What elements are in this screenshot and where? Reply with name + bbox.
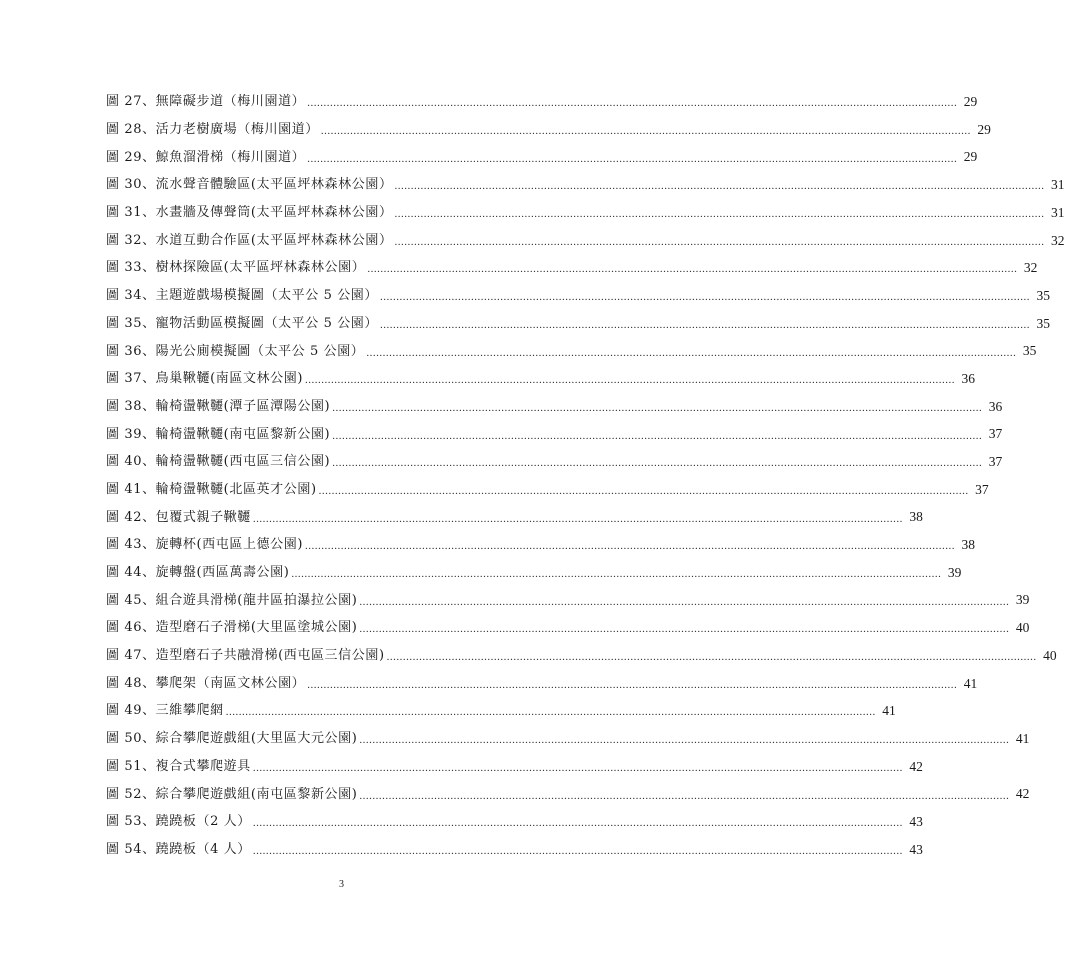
toc-dot-leader: ........................................................................................................................................................................................................ [359,734,1010,747]
page-number: 3 [339,879,344,890]
toc-entry-page-number: 36 [961,370,976,386]
toc-entry-page-number: 32 [1023,260,1038,276]
toc-entry-title: 圖 38、輪椅盪鞦韆(潭子區潭陽公園) [106,398,331,414]
toc-entry-page-number: 39 [947,564,962,580]
toc-entry-title: 圖 28、活力老樹廣場（梅川園道） [106,122,319,138]
toc-entry-page-number: 42 [1015,786,1030,802]
toc-entry-title: 圖 52、綜合攀爬遊戲組(南屯區黎新公園) [106,786,358,802]
toc-dot-leader: ........................................................................................................................................................................................................ [307,678,958,691]
toc-entry-title: 圖 40、輪椅盪鞦韆(西屯區三信公園) [106,454,331,470]
toc-dot-leader: ........................................................................................................................................................................................................ [252,844,903,857]
toc-dot-leader: ........................................................................................................................................................................................................ [252,512,903,525]
toc-entry-page-number: 41 [882,703,896,719]
toc-entry-title: 圖 29、鯨魚溜滑梯（梅川園道） [106,149,306,165]
toc-dot-leader: ........................................................................................................................................................................................................ [320,125,971,138]
toc-entry-page-number: 43 [909,841,923,857]
toc-entry-title: 圖 46、造型磨石子滑梯(大里區塗城公園) [106,620,358,636]
toc-entry-page-number: 35 [1022,343,1037,359]
toc-entry[interactable] [106,282,1051,310]
toc-entry[interactable] [106,254,1038,282]
toc-entry[interactable] [106,226,1065,254]
toc-dot-leader: ........................................................................................................................................................................................................ [359,595,1010,608]
toc-entry-title: 圖 27、無障礙步道（梅川園道） [106,94,306,110]
toc-entry-title: 圖 36、陽光公廁模擬圖（太平公 5 公園） [106,343,365,359]
toc-dot-leader: ........................................................................................................................................................................................................ [291,568,942,581]
toc-dot-leader: ........................................................................................................................................................................................................ [318,484,969,497]
toc-entry[interactable] [106,476,989,504]
toc-dot-leader: ........................................................................................................................................................................................................ [386,651,1037,664]
toc-dot-leader: ........................................................................................................................................................................................................ [359,623,1010,636]
toc-entry[interactable] [106,780,1030,808]
toc-entry-title: 圖 34、主題遊戲場模擬圖（太平公 5 公園） [106,288,379,304]
toc-entry-title: 圖 35、寵物活動區模擬圖（太平公 5 公園） [106,315,379,331]
toc-entry-page-number: 37 [988,426,1003,442]
toc-entry[interactable] [106,669,978,697]
toc-entry[interactable] [106,642,1057,670]
toc-entry-page-number: 29 [977,121,991,137]
toc-entry-page-number: 39 [1015,592,1030,608]
toc-entry-title: 圖 54、蹺蹺板（4 人） [106,841,251,857]
toc-dot-leader: ........................................................................................................................................................................................................ [225,706,876,719]
toc-entry[interactable] [106,697,896,725]
toc-entry-title: 圖 51、複合式攀爬遊具 [106,758,251,774]
toc-entry-page-number: 40 [1015,620,1030,636]
toc-dot-leader: ........................................................................................................................................................................................................ [367,263,1018,276]
toc-dot-leader: ........................................................................................................................................................................................................ [380,291,1031,304]
toc-dot-leader: ........................................................................................................................................................................................................ [366,346,1017,359]
toc-entry-title: 圖 45、組合遊具滑梯(龍井區拍瀑拉公園) [106,592,358,608]
toc-entry-page-number: 37 [975,481,989,497]
toc-entry-title: 圖 37、鳥巢鞦韆(南區文林公園) [106,371,304,387]
toc-entry[interactable] [106,420,1003,448]
toc-entry[interactable] [106,586,1030,614]
toc-entry[interactable] [106,116,991,144]
toc-entry[interactable] [106,310,1051,338]
toc-entry-page-number: 38 [909,509,923,525]
toc-entry-title: 圖 42、包覆式親子鞦韆 [106,509,251,525]
toc-entry-page-number: 29 [963,149,978,165]
toc-entry-title: 圖 48、攀爬架（南區文林公園） [106,675,306,691]
toc-entry-title: 圖 50、綜合攀爬遊戲組(大里區大元公園) [106,731,358,747]
toc-entry-title: 圖 41、輪椅盪鞦韆(北區英才公園) [106,481,317,497]
toc-dot-leader: ........................................................................................................................................................................................................ [307,97,958,110]
toc-entry-page-number: 35 [1036,287,1051,303]
toc-entry-page-number: 29 [963,94,978,110]
toc-entry[interactable] [106,393,1003,421]
toc-entry[interactable] [106,614,1030,642]
toc-entry-page-number: 41 [963,675,978,691]
toc-entry[interactable] [106,725,1030,753]
toc-entry-page-number: 35 [1036,315,1051,331]
toc-dot-leader: ........................................................................................................................................................................................................ [305,540,956,553]
toc-entry[interactable] [106,808,923,836]
toc-dot-leader: ........................................................................................................................................................................................................ [394,180,1045,193]
toc-entry-title: 圖 43、旋轉杯(西屯區上德公園) [106,537,304,553]
toc-entry-title: 圖 30、流水聲音體驗區(太平區坪林森林公園） [106,177,393,193]
toc-entry-page-number: 42 [909,758,923,774]
toc-entry-title: 圖 49、三維攀爬網 [106,703,224,719]
toc-entry[interactable] [106,531,976,559]
toc-entry[interactable] [106,836,923,864]
toc-entry[interactable] [106,337,1037,365]
toc-entry-title: 圖 47、造型磨石子共融滑梯(西屯區三信公園) [106,648,385,664]
toc-entry[interactable] [106,448,1003,476]
toc-entry-title: 圖 31、水畫牆及傳聲筒(太平區坪林森林公園） [106,205,393,221]
toc-entry-page-number: 41 [1015,730,1030,746]
toc-entry[interactable] [106,88,978,116]
toc-entry-page-number: 37 [988,454,1003,470]
toc-entry[interactable] [106,171,1065,199]
toc-entry[interactable] [106,503,923,531]
toc-entry-title: 圖 39、輪椅盪鞦韆(南屯區黎新公園) [106,426,331,442]
toc-dot-leader: ........................................................................................................................................................................................................ [394,208,1045,221]
toc-dot-leader: ........................................................................................................................................................................................................ [252,817,903,830]
toc-dot-leader: ........................................................................................................................................................................................................ [332,429,983,442]
toc-dot-leader: ........................................................................................................................................................................................................ [394,235,1045,248]
toc-entry[interactable] [106,365,976,393]
toc-dot-leader: ........................................................................................................................................................................................................ [307,152,958,165]
toc-dot-leader: ........................................................................................................................................................................................................ [359,789,1010,802]
toc-dot-leader: ........................................................................................................................................................................................................ [252,761,903,774]
toc-dot-leader: ........................................................................................................................................................................................................ [332,401,983,414]
toc-entry[interactable] [106,143,978,171]
toc-entry-title: 圖 44、旋轉盤(西區萬壽公園) [106,565,290,581]
toc-dot-leader: ........................................................................................................................................................................................................ [332,457,983,470]
toc-dot-leader: ........................................................................................................................................................................................................ [380,318,1031,331]
table-of-figures [106,88,1065,863]
toc-entry-title: 圖 53、蹺蹺板（2 人） [106,814,251,830]
toc-entry-page-number: 38 [961,537,976,553]
toc-entry-page-number: 40 [1043,647,1057,663]
toc-entry-page-number: 36 [988,398,1003,414]
toc-entry-page-number: 32 [1051,232,1065,248]
toc-entry-page-number: 43 [909,813,923,829]
toc-dot-leader: ........................................................................................................................................................................................................ [305,374,956,387]
toc-entry[interactable] [106,559,962,587]
toc-entry-title: 圖 32、水道互動合作區(太平區坪林森林公園） [106,232,393,248]
toc-entry-page-number: 31 [1051,204,1065,220]
toc-entry[interactable] [106,199,1065,227]
toc-entry-page-number: 31 [1051,177,1065,193]
toc-entry[interactable] [106,753,923,781]
toc-entry-title: 圖 33、樹林探險區(太平區坪林森林公園） [106,260,366,276]
